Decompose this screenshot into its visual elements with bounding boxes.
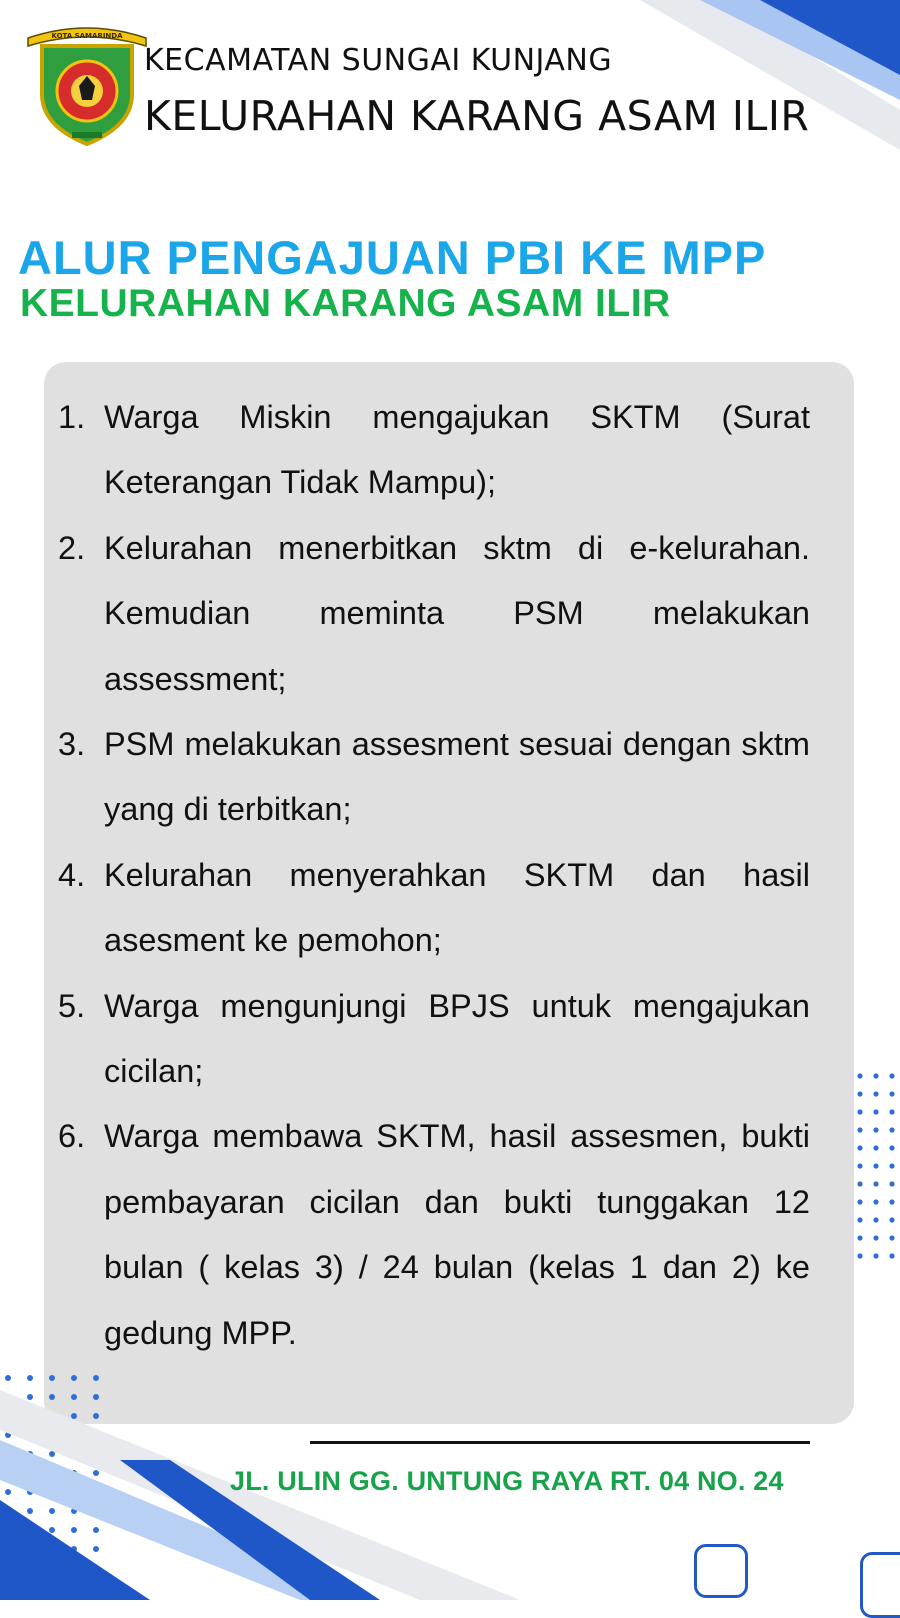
decorative-dot xyxy=(873,1145,878,1150)
decorative-dot xyxy=(873,1163,878,1168)
step-text: Kelurahan menyerahkan SKTM dan hasil asesment ke pemohon; xyxy=(104,856,810,959)
decorative-dot xyxy=(857,1127,862,1132)
page-title: ALUR PENGAJUAN PBI KE MPP xyxy=(18,231,767,284)
district-name: KECAMATAN SUNGAI KUNJANG xyxy=(144,43,613,78)
decorative-dot xyxy=(857,1199,862,1204)
step-item xyxy=(58,1104,810,1366)
decorative-dot xyxy=(857,1217,862,1222)
step-item xyxy=(58,843,810,974)
footer-divider xyxy=(310,1441,810,1444)
decorative-dot xyxy=(889,1145,894,1150)
step-number: 3. xyxy=(58,726,86,763)
step-text: Warga mengunjungi BPJS untuk mengajukan cicilan; xyxy=(104,987,810,1090)
step-item xyxy=(58,516,810,712)
step-number: 6. xyxy=(58,1118,86,1155)
decorative-dot xyxy=(873,1091,878,1096)
step-number: 1. xyxy=(58,399,86,435)
decorative-dot xyxy=(889,1181,894,1186)
village-name: KELURAHAN KARANG ASAM ILIR xyxy=(144,92,810,140)
decorative-dot xyxy=(889,1199,894,1204)
step-text: Warga membawa SKTM, hasil assesmen, bukti pembayaran cicilan dan bukti tunggakan 12 bulan ( kelas 3) / 24 bulan (kelas 1 dan 2) ke gedung MPP. xyxy=(104,1118,810,1351)
decorative-dot xyxy=(889,1073,894,1078)
step-text: Kelurahan menerbitkan sktm di e-kelurahan. Kemudian meminta PSM melakukan assessment; xyxy=(104,529,810,697)
office-address: JL. ULIN GG. UNTUNG RAYA RT. 04 NO. 24 xyxy=(230,1466,784,1496)
decorative-dot xyxy=(889,1217,894,1222)
decorative-dot xyxy=(857,1109,862,1114)
decorative-dot xyxy=(873,1199,878,1204)
step-text: Warga Miskin mengajukan SKTM (Surat Keterangan Tidak Mampu); xyxy=(104,399,810,501)
step-number: 4. xyxy=(58,856,86,893)
decorative-dot xyxy=(857,1253,862,1258)
decorative-dot xyxy=(873,1127,878,1132)
decorative-dot xyxy=(889,1253,894,1258)
decorative-dot xyxy=(857,1145,862,1150)
step-number: 2. xyxy=(58,529,86,566)
decorative-dot xyxy=(873,1217,878,1222)
step-number: 5. xyxy=(58,987,86,1024)
decorative-dot xyxy=(889,1109,894,1114)
decorative-dot xyxy=(857,1073,862,1078)
decorative-dot xyxy=(857,1091,862,1096)
decorative-dot xyxy=(873,1253,878,1258)
samarinda-emblem-logo xyxy=(22,16,152,148)
step-item xyxy=(58,712,810,843)
decorative-dot xyxy=(889,1091,894,1096)
decorative-square-outline xyxy=(694,1544,748,1598)
steps-list xyxy=(58,385,810,1366)
decorative-dot xyxy=(857,1235,862,1240)
decorative-dot xyxy=(873,1235,878,1240)
decorative-square-outline xyxy=(860,1552,900,1618)
decorative-dot xyxy=(873,1073,878,1078)
page-subtitle: KELURAHAN KARANG ASAM ILIR xyxy=(20,282,671,325)
decorative-dot xyxy=(873,1109,878,1114)
decorative-dot xyxy=(889,1163,894,1168)
decorative-dot xyxy=(889,1235,894,1240)
decorative-dot xyxy=(857,1181,862,1186)
decorative-dot xyxy=(857,1163,862,1168)
right-dot-grid xyxy=(852,1070,900,1270)
decorative-dot xyxy=(889,1127,894,1132)
step-item xyxy=(58,385,810,516)
decorative-dot xyxy=(873,1181,878,1186)
step-item xyxy=(58,974,810,1105)
svg-text:KOTA SAMARINDA: KOTA SAMARINDA xyxy=(51,32,123,40)
step-text: PSM melakukan assesment sesuai dengan sktm yang di terbitkan; xyxy=(104,726,810,828)
